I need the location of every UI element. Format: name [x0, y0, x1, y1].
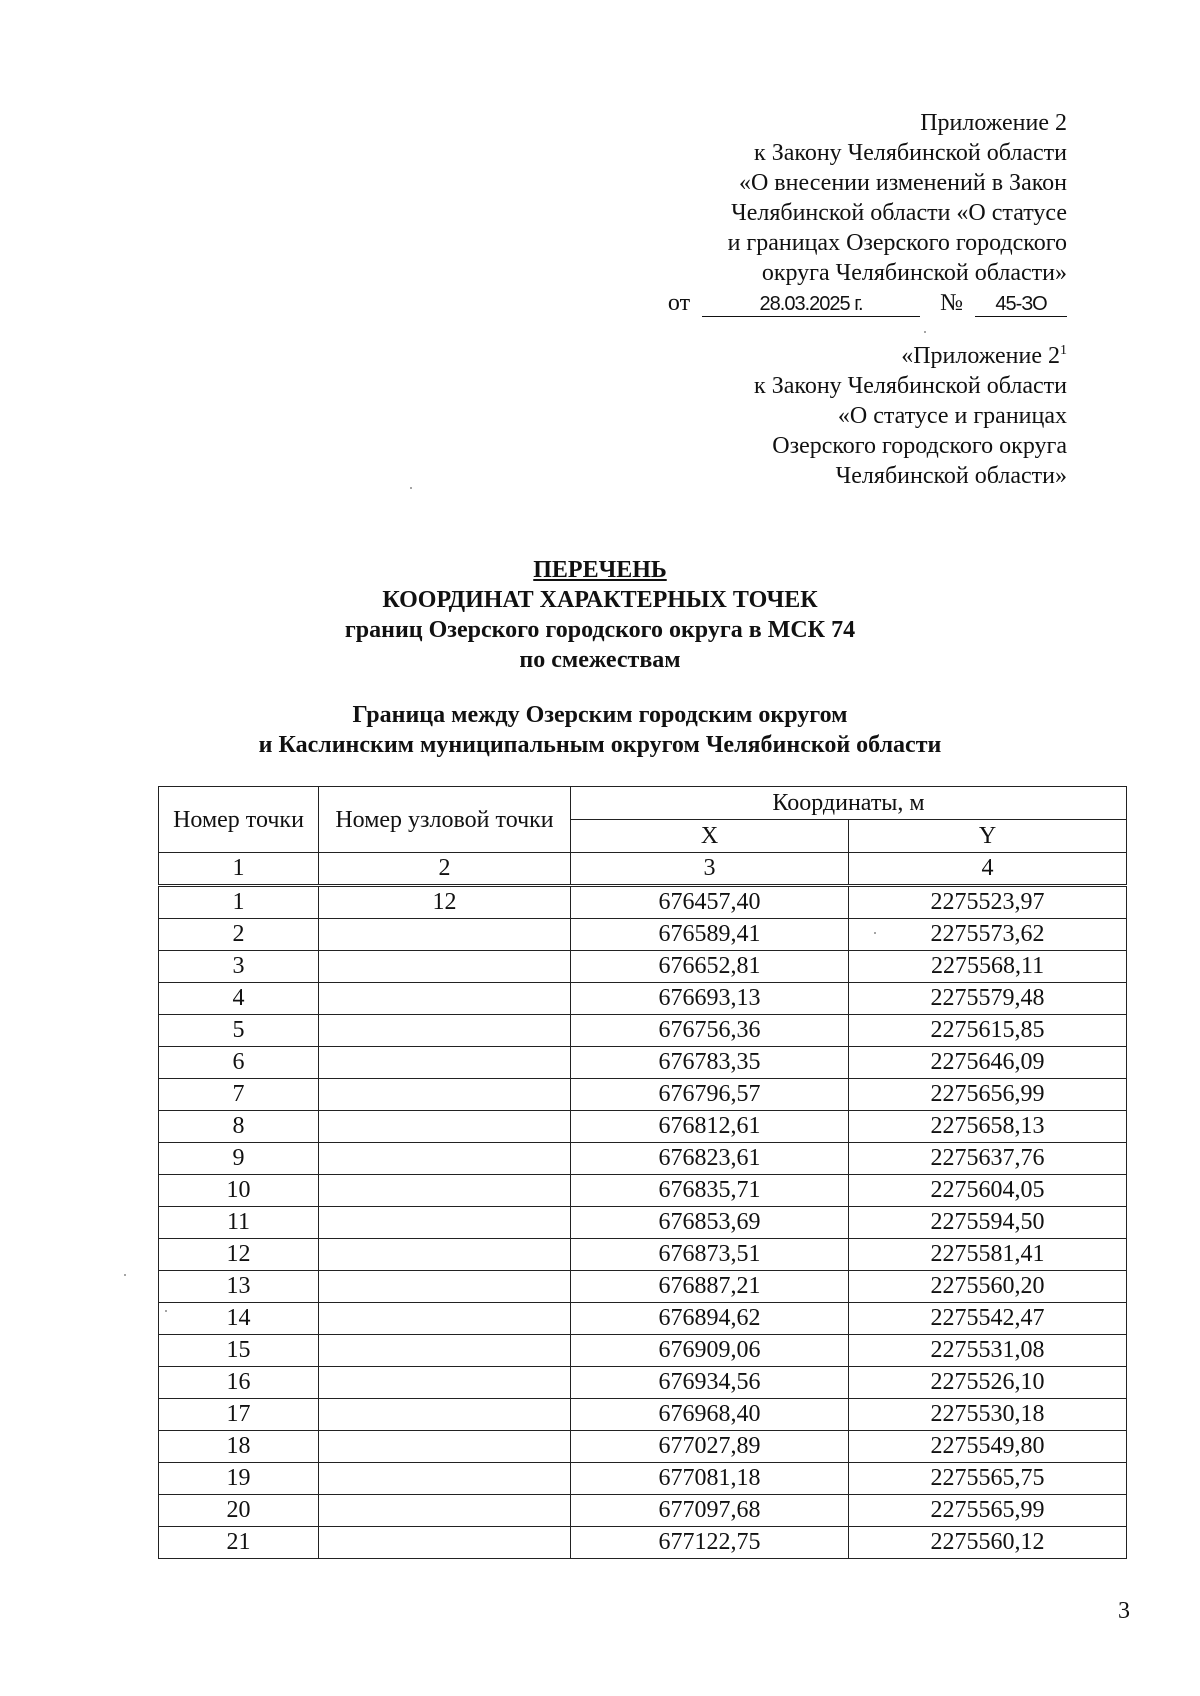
table-row — [159, 1111, 1127, 1143]
y-coordinate-cell: 2275560,20 — [849, 1271, 1127, 1303]
y-coordinate-cell: 2275594,50 — [849, 1207, 1127, 1239]
y-coordinate-cell: 2275560,12 — [849, 1527, 1127, 1559]
table-row — [159, 1431, 1127, 1463]
x-coordinate-cell: 676853,69 — [571, 1207, 849, 1239]
section-heading-line: и Каслинским муниципальным округом Челябинской области — [258, 732, 942, 758]
table-row — [159, 886, 1127, 919]
superscript: 1 — [1060, 343, 1067, 358]
number-prefix: № — [940, 290, 963, 316]
table-row — [159, 1207, 1127, 1239]
appendix-line: к Закону Челябинской области — [754, 373, 1067, 399]
node-number-cell — [319, 1207, 571, 1239]
node-number-cell — [319, 1463, 571, 1495]
table-row — [159, 951, 1127, 983]
x-coordinate-cell: 676909,06 — [571, 1335, 849, 1367]
header-y: Y — [849, 820, 1127, 853]
x-coordinate-cell: 676693,13 — [571, 983, 849, 1015]
appendix-line: Челябинской области «О статусе — [731, 200, 1067, 226]
column-number: 1 — [159, 853, 319, 886]
node-number-cell — [319, 983, 571, 1015]
node-number-cell — [319, 1399, 571, 1431]
table-row — [159, 1015, 1127, 1047]
header-x: X — [571, 820, 849, 853]
appendix-line: и границах Озерского городского — [727, 230, 1067, 256]
table-row — [159, 1367, 1127, 1399]
x-coordinate-cell: 676968,40 — [571, 1399, 849, 1431]
y-coordinate-cell: 2275637,76 — [849, 1143, 1127, 1175]
table-row — [159, 919, 1127, 951]
point-number-cell: 4 — [159, 983, 319, 1015]
appendix-reference — [668, 108, 1067, 318]
heading-line: границ Озерского городского округа в МСК 74 — [344, 617, 856, 643]
y-coordinate-cell: 2275658,13 — [849, 1111, 1127, 1143]
point-number-cell: 1 — [159, 886, 319, 919]
y-coordinate-cell: 2275656,99 — [849, 1079, 1127, 1111]
x-coordinate-cell: 676812,61 — [571, 1111, 849, 1143]
x-coordinate-cell: 676835,71 — [571, 1175, 849, 1207]
table-row — [159, 1239, 1127, 1271]
appendix-line: округа Челябинской области» — [761, 260, 1067, 286]
node-number-cell — [319, 1495, 571, 1527]
x-coordinate-cell: 676756,36 — [571, 1015, 849, 1047]
header-point-number: Номер точки — [159, 787, 319, 853]
appendix-line: «О статусе и границах — [837, 403, 1067, 429]
node-number-cell — [319, 1303, 571, 1335]
point-number-cell: 3 — [159, 951, 319, 983]
law-date-line — [668, 288, 1067, 318]
inner-appendix-title-text: «Приложение 2 — [901, 343, 1060, 369]
table-row — [159, 1399, 1127, 1431]
column-number: 3 — [571, 853, 849, 886]
appendix-line: Челябинской области» — [835, 463, 1067, 489]
table-row — [159, 1143, 1127, 1175]
y-coordinate-cell: 2275526,10 — [849, 1367, 1127, 1399]
point-number-cell: 12 — [159, 1239, 319, 1271]
scan-speck — [924, 331, 926, 333]
node-number-cell — [319, 951, 571, 983]
node-number-cell: 12 — [319, 886, 571, 919]
node-number-cell — [319, 1047, 571, 1079]
point-number-cell: 13 — [159, 1271, 319, 1303]
node-number-cell — [319, 919, 571, 951]
x-coordinate-cell: 676887,21 — [571, 1271, 849, 1303]
y-coordinate-cell: 2275581,41 — [849, 1239, 1127, 1271]
y-coordinate-cell: 2275615,85 — [849, 1015, 1127, 1047]
point-number-cell: 17 — [159, 1399, 319, 1431]
inner-appendix-reference — [754, 341, 1067, 491]
y-coordinate-cell: 2275568,11 — [849, 951, 1127, 983]
node-number-cell — [319, 1367, 571, 1399]
y-coordinate-cell: 2275542,47 — [849, 1303, 1127, 1335]
point-number-cell: 7 — [159, 1079, 319, 1111]
node-number-cell — [319, 1335, 571, 1367]
x-coordinate-cell: 676894,62 — [571, 1303, 849, 1335]
table-row — [159, 1527, 1127, 1559]
point-number-cell: 6 — [159, 1047, 319, 1079]
y-coordinate-cell: 2275565,99 — [849, 1495, 1127, 1527]
x-coordinate-cell: 677081,18 — [571, 1463, 849, 1495]
section-heading — [0, 700, 1200, 760]
x-coordinate-cell: 676457,40 — [571, 886, 849, 919]
point-number-cell: 20 — [159, 1495, 319, 1527]
heading-line: по смежествам — [519, 647, 681, 673]
table-row — [159, 1495, 1127, 1527]
x-coordinate-cell: 676783,35 — [571, 1047, 849, 1079]
point-number-cell: 14 — [159, 1303, 319, 1335]
x-coordinate-cell: 676652,81 — [571, 951, 849, 983]
x-coordinate-cell: 676934,56 — [571, 1367, 849, 1399]
scan-speck — [124, 1274, 126, 1276]
y-coordinate-cell: 2275646,09 — [849, 1047, 1127, 1079]
inner-appendix-title — [754, 341, 1067, 371]
scan-speck — [874, 932, 876, 934]
column-number: 4 — [849, 853, 1127, 886]
table-row — [159, 1303, 1127, 1335]
table-row — [159, 1463, 1127, 1495]
table-body — [159, 853, 1127, 1559]
law-number: 45-ЗО — [975, 292, 1067, 317]
table-row — [159, 1335, 1127, 1367]
x-coordinate-cell: 676823,61 — [571, 1143, 849, 1175]
appendix-line: «О внесении изменений в Закон — [738, 170, 1067, 196]
point-number-cell: 19 — [159, 1463, 319, 1495]
y-coordinate-cell: 2275523,97 — [849, 886, 1127, 919]
section-heading-line: Граница между Озерским городским округом — [352, 702, 848, 728]
heading-line: КООРДИНАТ ХАРАКТЕРНЫХ ТОЧЕК — [382, 587, 818, 613]
point-number-cell: 11 — [159, 1207, 319, 1239]
x-coordinate-cell: 677097,68 — [571, 1495, 849, 1527]
document-heading — [0, 555, 1200, 675]
node-number-cell — [319, 1079, 571, 1111]
table-row — [159, 1079, 1127, 1111]
node-number-cell — [319, 1111, 571, 1143]
y-coordinate-cell: 2275604,05 — [849, 1175, 1127, 1207]
node-number-cell — [319, 1175, 571, 1207]
point-number-cell: 8 — [159, 1111, 319, 1143]
table-row — [159, 1271, 1127, 1303]
x-coordinate-cell: 676796,57 — [571, 1079, 849, 1111]
y-coordinate-cell: 2275565,75 — [849, 1463, 1127, 1495]
heading-title: ПЕРЕЧЕНЬ — [533, 557, 667, 583]
x-coordinate-cell: 676873,51 — [571, 1239, 849, 1271]
date-prefix: от — [667, 290, 691, 316]
law-date: 28.03.2025 г. — [702, 292, 920, 317]
y-coordinate-cell: 2275531,08 — [849, 1335, 1127, 1367]
x-coordinate-cell: 676589,41 — [571, 919, 849, 951]
point-number-cell: 9 — [159, 1143, 319, 1175]
page-number: 3 — [1118, 1598, 1130, 1624]
x-coordinate-cell: 677122,75 — [571, 1527, 849, 1559]
point-number-cell: 10 — [159, 1175, 319, 1207]
node-number-cell — [319, 1431, 571, 1463]
node-number-cell — [319, 1527, 571, 1559]
node-number-cell — [319, 1271, 571, 1303]
y-coordinate-cell: 2275549,80 — [849, 1431, 1127, 1463]
scan-speck — [410, 487, 412, 489]
table-row — [159, 1047, 1127, 1079]
column-number: 2 — [319, 853, 571, 886]
table-row — [159, 1175, 1127, 1207]
node-number-cell — [319, 1239, 571, 1271]
coordinates-table — [158, 786, 1127, 1559]
node-number-cell — [319, 1015, 571, 1047]
table-row — [159, 983, 1127, 1015]
point-number-cell: 5 — [159, 1015, 319, 1047]
point-number-cell: 15 — [159, 1335, 319, 1367]
point-number-cell: 2 — [159, 919, 319, 951]
point-number-cell: 18 — [159, 1431, 319, 1463]
y-coordinate-cell: 2275573,62 — [849, 919, 1127, 951]
column-number-row — [159, 853, 1127, 886]
appendix-line: Приложение 2 — [920, 110, 1067, 136]
appendix-line: к Закону Челябинской области — [754, 140, 1067, 166]
header-node-number: Номер узловой точки — [319, 787, 571, 853]
header-coordinates: Координаты, м — [571, 787, 1127, 820]
y-coordinate-cell: 2275530,18 — [849, 1399, 1127, 1431]
x-coordinate-cell: 677027,89 — [571, 1431, 849, 1463]
point-number-cell: 21 — [159, 1527, 319, 1559]
scan-speck — [165, 1310, 167, 1312]
appendix-line: Озерского городского округа — [772, 433, 1067, 459]
node-number-cell — [319, 1143, 571, 1175]
point-number-cell: 16 — [159, 1367, 319, 1399]
y-coordinate-cell: 2275579,48 — [849, 983, 1127, 1015]
